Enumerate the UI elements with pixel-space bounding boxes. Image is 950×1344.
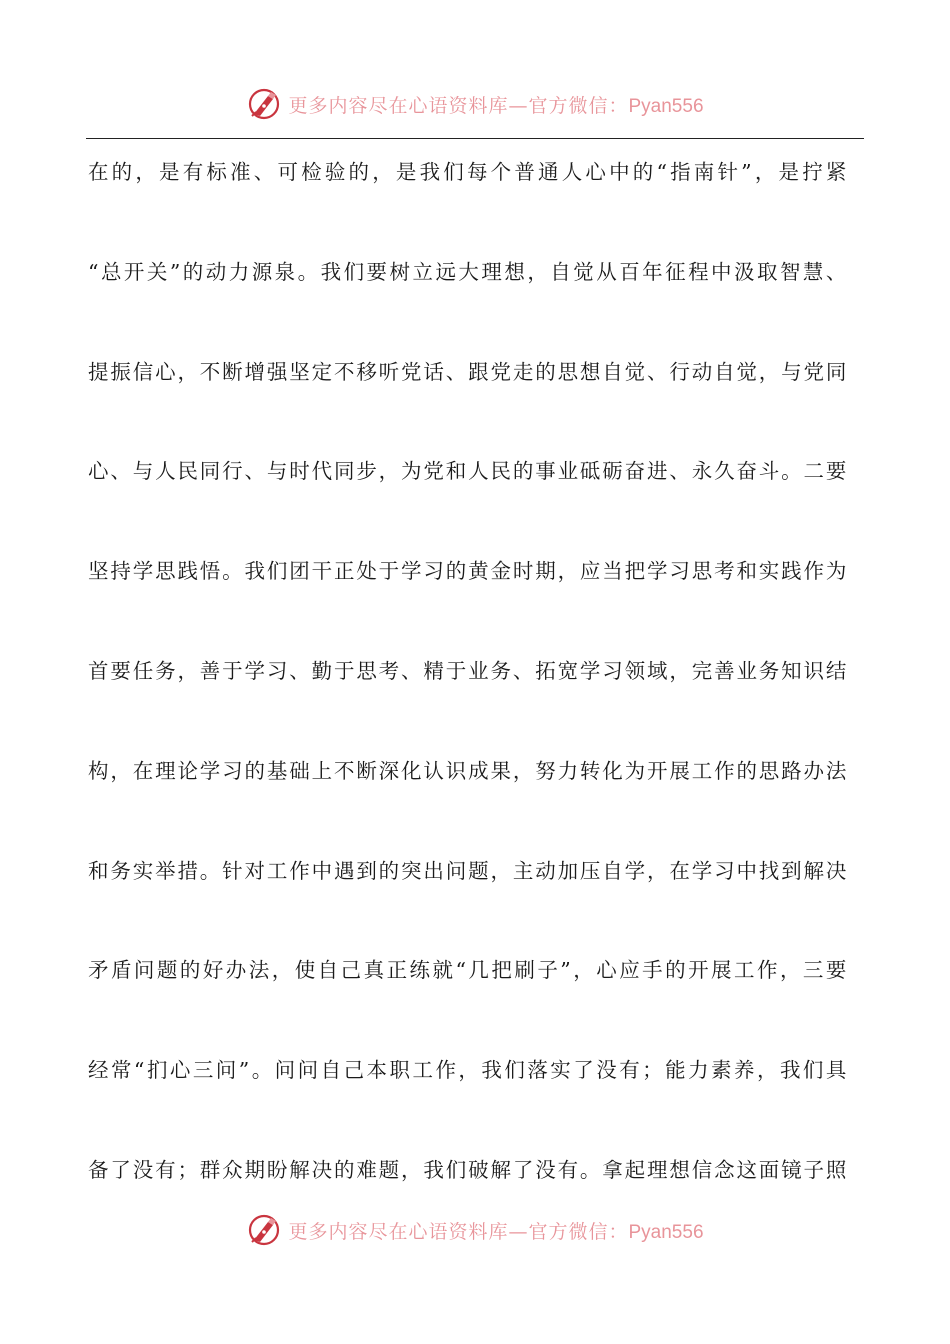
pen-nib-logo-icon [246,86,282,122]
text-line: “总开关”的动力源泉。我们要树立远大理想，自觉从百年征程中汲取智慧、 [88,259,848,284]
header-divider [86,138,864,139]
header-banner [0,82,950,126]
text-line: 心、与人民同行、与时代同步，为党和人民的事业砥砺奋进、永久奋斗。二要 [88,459,848,484]
text-line: 在的，是有标准、可检验的，是我们每个普通人心中的“指南针”，是拧紧 [88,160,848,184]
footer-banner-text: 更多内容尽在心语资料库—官方微信：Pyan556 [288,1220,704,1243]
pen-nib-logo-icon [246,1212,282,1248]
footer-banner [0,1208,950,1252]
text-line: 矛盾问题的好办法，使自己真正练就“几把刷子”，心应手的开展工作，三要 [88,958,848,983]
document-body [88,148,848,1246]
text-line: 构，在理论学习的基础上不断深化认识成果，努力转化为开展工作的思路办法 [88,758,848,783]
text-line: 提振信心，不断增强坚定不移听党话、跟党走的思想自觉、行动自觉，与党同 [88,359,848,384]
header-banner-text: 更多内容尽在心语资料库—官方微信：Pyan556 [288,94,704,117]
text-line: 经常“扪心三问”。问问自己本职工作，我们落实了没有；能力素养，我们具 [88,1058,848,1083]
text-line: 坚持学思践悟。我们团干正处于学习的黄金时期，应当把学习思考和实践作为 [88,559,848,584]
text-line: 备了没有；群众期盼解决的难题，我们破解了没有。拿起理想信念这面镜子照 [88,1157,848,1182]
text-line: 和务实举措。针对工作中遇到的突出问题，主动加压自学，在学习中找到解决 [88,858,848,883]
text-line: 首要任务，善于学习、勤于思考、精于业务、拓宽学习领域，完善业务知识结 [88,658,848,683]
